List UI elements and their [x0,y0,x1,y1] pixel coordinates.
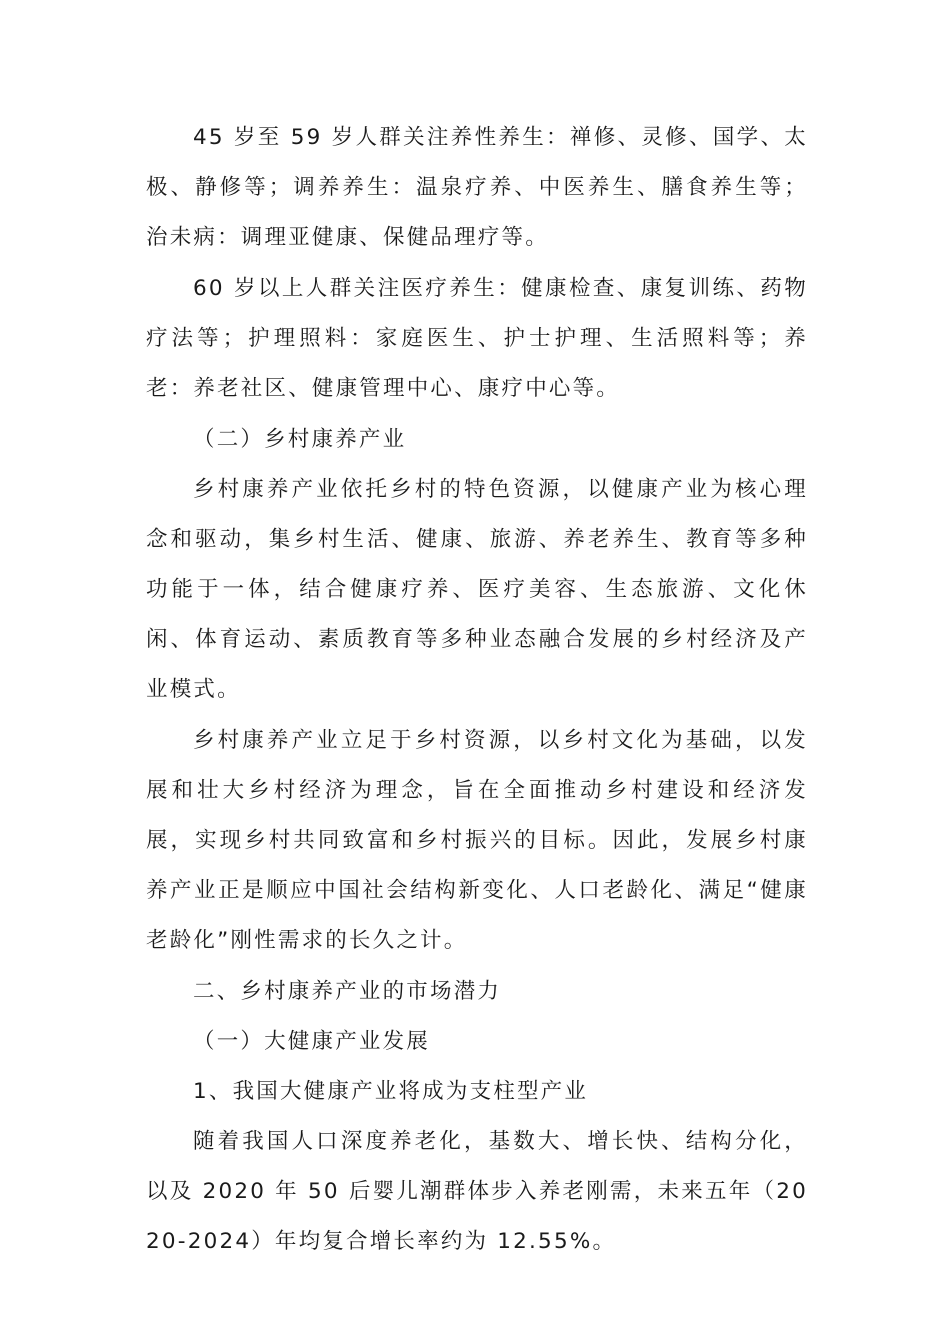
paragraph-age-45-59: 45 岁至 59 岁人群关注养性养生：禅修、灵修、国学、太极、静修等；调养养生：温泉疗养、中医养生、膳食养生等；治未病：调理亚健康、保健品理疗等。 [146,125,808,250]
document-body [146,113,808,1268]
subsection-heading-pillar-industry: 1、我国大健康产业将成为支柱型产业 [193,1079,589,1104]
paragraph-age-60-plus: 60 岁以上人群关注医疗养生：健康检查、康复训练、药物疗法等；护理照料：家庭医生、护士护理、生活照料等；养老：养老社区、健康管理中心、康疗中心等。 [146,276,808,401]
paragraph-rural-wellness-definition: 乡村康养产业依托乡村的特色资源，以健康产业为核心理念和驱动，集乡村生活、健康、旅游、养老养生、教育等多种功能于一体，结合健康疗养、医疗美容、生态旅游、文化休闲、体育运动、素质教育等多种业态融合发展的乡村经济及产业模式。 [146,477,808,702]
section-heading-rural-wellness-industry: （二）乡村康养产业 [193,427,407,452]
section-heading-big-health-development: （一）大健康产业发展 [193,1029,431,1054]
paragraph-growth-rate: 随着我国人口深度养老化，基数大、增长快、结构分化，以及 2020 年 50 后婴儿潮群体步入养老刚需，未来五年（2020-2024）年均复合增长率约为 12.55%。 [146,1129,808,1254]
paragraph-rural-wellness-purpose: 乡村康养产业立足于乡村资源，以乡村文化为基础，以发展和壮大乡村经济为理念，旨在全面推动乡村建设和经济发展，实现乡村共同致富和乡村振兴的目标。因此，发展乡村康养产业正是顺应中国社会结构新变化、人口老龄化、满足“健康老龄化”刚性需求的长久之计。 [146,728,808,953]
chapter-heading-market-potential: 二、乡村康养产业的市场潜力 [193,979,502,1004]
